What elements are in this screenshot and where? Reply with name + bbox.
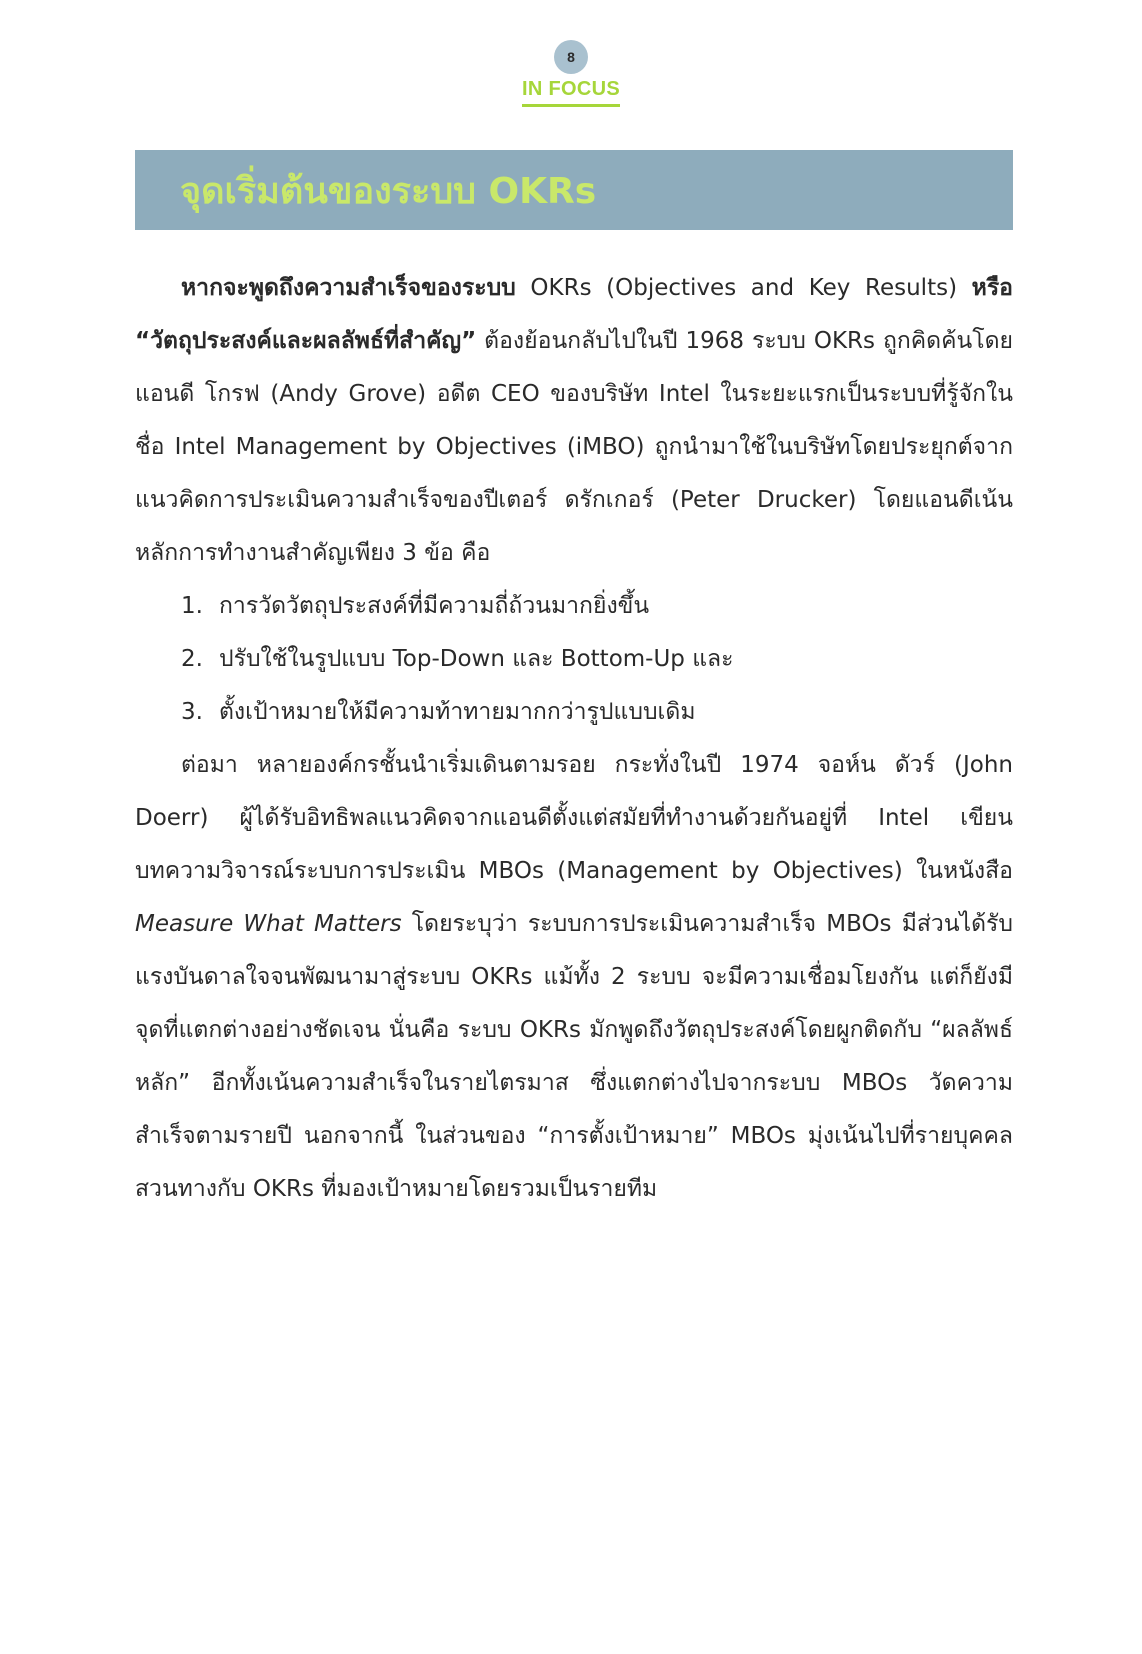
list-item [135, 580, 1013, 633]
section-label: IN FOCUS [522, 78, 620, 107]
intro-bold-definition: หรือ “วัตถุประสงค์และผลลัพธ์ที่สำคัญ” [135, 275, 1013, 354]
page-header [0, 40, 1142, 107]
list-item [135, 633, 1013, 686]
title-banner [135, 150, 1013, 230]
list-item [135, 686, 1013, 739]
history-text-1: ต่อมา หลายองค์กรชั้นนำเริ่มเดินตามรอย กระทั่งในปี 1974 จอห์น ดัวร์ (John Doerr) ผู้ได้รับอิทธิพลแนวคิดจากแอนดีตั้งแต่สมัยที่ทำงานด้วยกันอยู่ที่ Intel เขียนบทความวิจารณ์ระบบการประเมิน MBOs (Management by Objectives) ในหนังสือ [135, 752, 1013, 884]
page-title: จุดเริ่มต้นของระบบ OKRs [180, 170, 597, 212]
principles-list [135, 580, 1013, 739]
list-text: ปรับใช้ในรูปแบบ Top-Down และ Bottom-Up และ [219, 646, 734, 672]
intro-bold-lead: หากจะพูดถึงความสำเร็จของระบบ [181, 275, 516, 301]
article-body [135, 262, 1013, 1216]
list-number: 2. [181, 646, 203, 672]
intro-text-2: ต้องย้อนกลับไปในปี 1968 ระบบ OKRs ถูกคิดค้นโดยแอนดี โกรฟ (Andy Grove) อดีต CEO ของบริษัท Intel ในระยะแรกเป็นระบบที่รู้จักในชื่อ Intel Management by Objectives (iMBO) ถูกนำมาใช้ในบริษัทโดยประยุกต์จากแนวคิดการประเมินความสำเร็จของปีเตอร์ ดรักเกอร์ (Peter Drucker) โดยแอนดีเน้นหลักการทำงานสำคัญเพียง 3 ข้อ คือ [135, 328, 1013, 566]
paragraph-history [135, 739, 1013, 1216]
list-number: 1. [181, 593, 203, 619]
paragraph-intro [135, 262, 1013, 580]
intro-text-1: OKRs (Objectives and Key Results) [515, 275, 972, 301]
page-number: 8 [567, 49, 575, 65]
list-number: 3. [181, 699, 203, 725]
history-text-2: โดยระบุว่า ระบบการประเมินความสำเร็จ MBOs มีส่วนได้รับแรงบันดาลใจจนพัฒนามาสู่ระบบ OKRs แม้ทั้ง 2 ระบบ จะมีความเชื่อมโยงกัน แต่ก็ยังมีจุดที่แตกต่างอย่างชัดเจน นั่นคือ ระบบ OKRs มักพูดถึงวัตถุประสงค์โดยผูกติดกับ “ผลลัพธ์หลัก” อีกทั้งเน้นความสำเร็จในรายไตรมาส ซึ่งแตกต่างไปจากระบบ MBOs วัดความสำเร็จตามรายปี นอกจากนี้ ในส่วนของ “การตั้งเป้าหมาย” MBOs มุ่งเน้นไปที่รายบุคคล สวนทางกับ OKRs ที่มองเป้าหมายโดยรวมเป็นรายทีม [135, 911, 1013, 1202]
list-text: การวัดวัตถุประสงค์ที่มีความถี่ถ้วนมากยิ่งขึ้น [219, 593, 650, 619]
book-title: Measure What Matters [135, 911, 402, 937]
page-number-badge [554, 40, 588, 74]
list-text: ตั้งเป้าหมายให้มีความท้าทายมากกว่ารูปแบบเดิม [219, 699, 696, 725]
